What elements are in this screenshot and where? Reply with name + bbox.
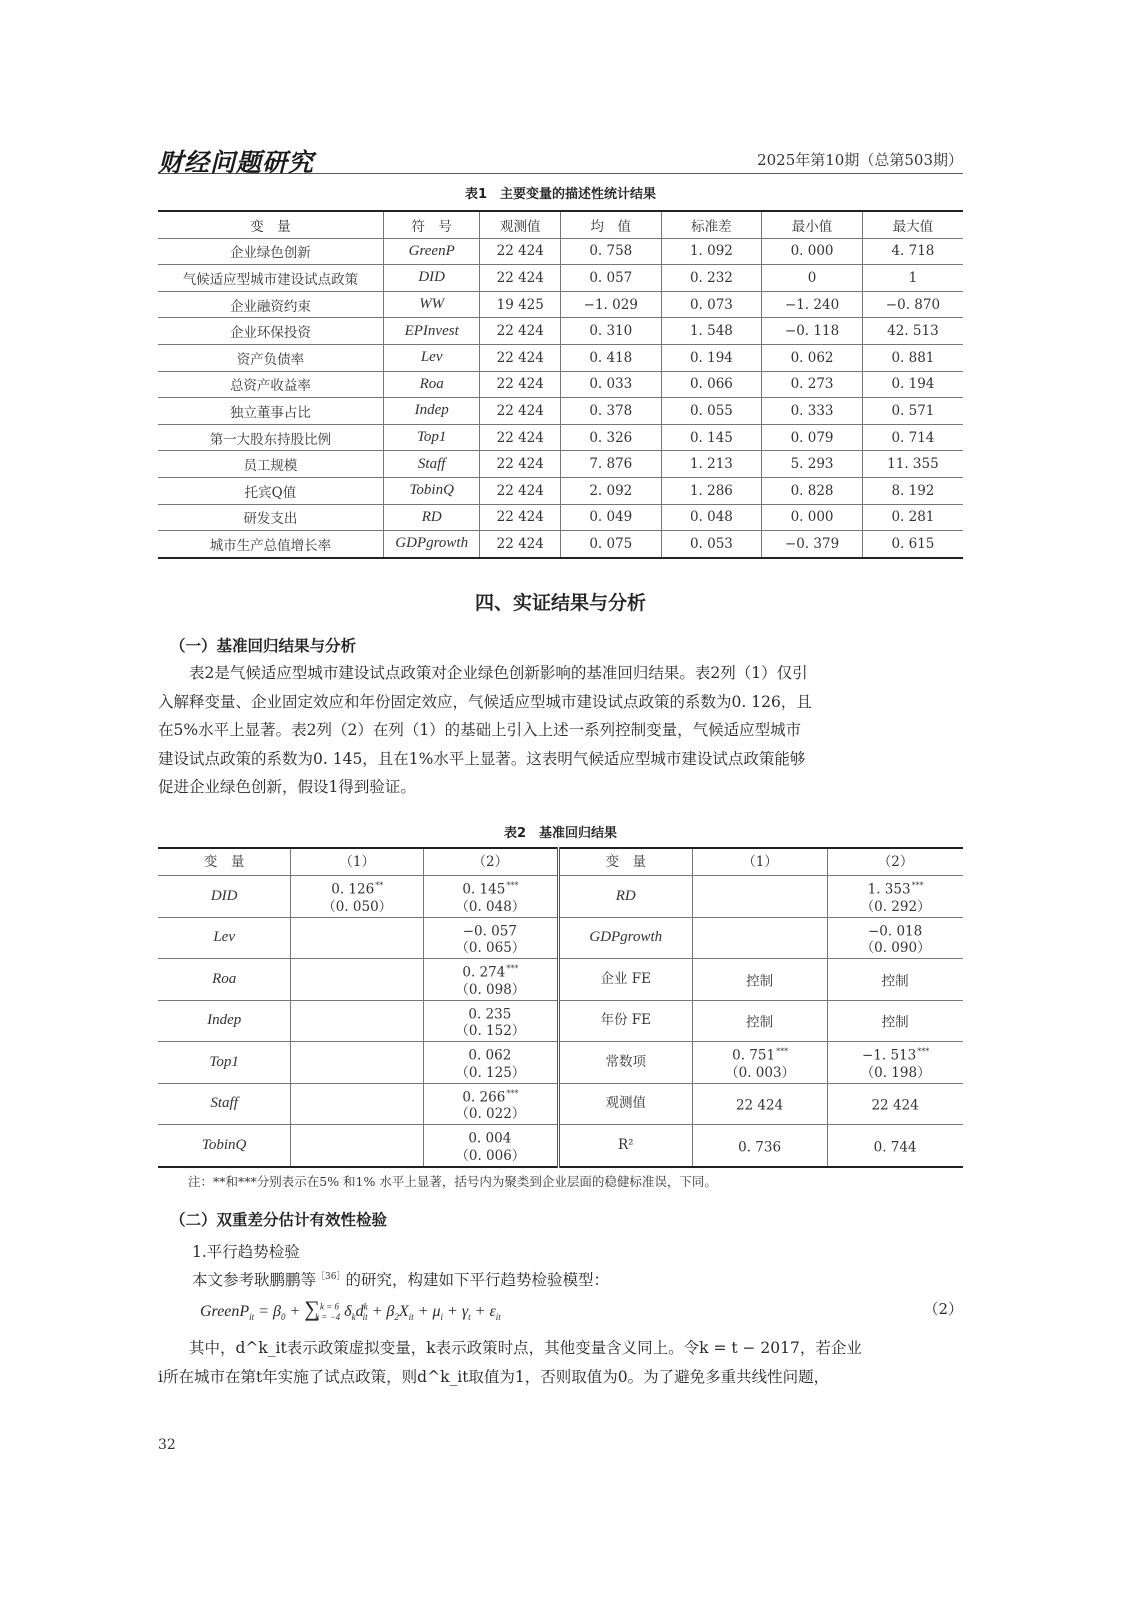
table1-header-cell: 变 量 [158, 211, 383, 238]
variable-name [558, 917, 692, 959]
variable-name [158, 1000, 291, 1042]
table1-row [158, 344, 963, 371]
coef-cell [291, 1000, 424, 1042]
coef-cell [291, 917, 424, 959]
variable-symbol: EPInvest [383, 318, 480, 345]
coef-cell [828, 1000, 963, 1042]
table1-header-cell: 最大值 [862, 211, 963, 238]
table1-row [158, 265, 963, 292]
coef-cell [692, 1000, 827, 1042]
coefficient: 0. 126 [331, 881, 375, 898]
stat-value: 0. 273 [762, 371, 863, 398]
stat-value: 22 424 [480, 318, 561, 345]
stat-value: −0. 870 [862, 291, 963, 318]
variable-name [558, 876, 692, 918]
coefficient: 22 424 [871, 1097, 919, 1114]
significance-stars: ** [375, 881, 384, 890]
stat-value: 0. 145 [661, 424, 762, 451]
coefficient: 0. 744 [873, 1139, 917, 1155]
stat-value: 0. 073 [661, 291, 762, 318]
stat-value: −1. 029 [560, 291, 661, 318]
standard-error: （0. 050） [322, 898, 393, 915]
variable-name: 研发支出 [158, 504, 383, 531]
table2-header-cell: （2） [828, 848, 963, 876]
variable-label: DID [210, 887, 238, 904]
stat-value: 1 [862, 265, 963, 292]
paragraph-model [192, 1268, 609, 1290]
variable-symbol: TobinQ [383, 477, 480, 504]
stat-value: 0. 310 [560, 318, 661, 345]
coefficient: −1. 513 [861, 1047, 917, 1064]
table2-row [158, 1083, 963, 1125]
variable-symbol: Top1 [383, 424, 480, 451]
coefficient: 22 424 [735, 1097, 784, 1114]
coefficient: 0. 062 [468, 1047, 512, 1064]
coef-cell [424, 1125, 558, 1167]
stat-value: 0. 194 [862, 371, 963, 398]
table2-header-cell: （2） [424, 848, 558, 876]
subsubsection-title: 1.平行趋势检验 [192, 1243, 300, 1261]
stat-value: 0. 066 [661, 371, 762, 398]
stat-value: 0. 079 [762, 424, 863, 451]
coef-cell [291, 1083, 424, 1125]
stat-value: 8. 192 [862, 477, 963, 504]
stat-value: 22 424 [480, 265, 561, 292]
standard-error: （0. 003） [725, 1064, 796, 1081]
stat-value: 0. 049 [560, 504, 661, 531]
significance-stars: *** [911, 881, 924, 890]
table1-row [158, 291, 963, 318]
variable-name [558, 959, 692, 1001]
variable-name: 资产负债率 [158, 344, 383, 371]
paragraph-text: 本文参考耿鹏鹏等 [192, 1271, 317, 1289]
table1-row [158, 238, 963, 265]
table1-row [158, 504, 963, 531]
stat-value: 22 424 [480, 344, 561, 371]
coefficient: 控制 [881, 973, 909, 989]
coef-cell [424, 917, 558, 959]
stat-value: 0. 281 [862, 504, 963, 531]
variable-name: 城市生产总值增长率 [158, 531, 383, 558]
stat-value: 22 424 [480, 451, 561, 478]
standard-error: （0. 125） [455, 1064, 526, 1081]
stat-value: 11. 355 [862, 451, 963, 478]
coefficient: 1. 353 [867, 881, 911, 898]
coef-cell [424, 959, 558, 1001]
coef-cell [828, 1042, 963, 1084]
stat-value: 1. 286 [661, 477, 762, 504]
variable-symbol: WW [383, 291, 480, 318]
variable-name [558, 1042, 692, 1084]
coefficient: −0. 057 [462, 923, 517, 939]
variable-name: 企业绿色创新 [158, 238, 383, 265]
citation-link[interactable]: ［36］ [316, 1271, 346, 1282]
stat-value: 19 425 [480, 291, 561, 318]
table1-row [158, 371, 963, 398]
variable-symbol: GreenP [383, 238, 480, 265]
coef-cell [291, 959, 424, 1001]
table1-row [158, 318, 963, 345]
coef-cell [692, 1125, 827, 1167]
stat-value: 0. 062 [762, 344, 863, 371]
coefficient: 0. 736 [738, 1139, 782, 1155]
paragraph-line: 建设试点政策的系数为0. 145，且在1%水平上显著。这表明气候适应型城市建设试点政策能够 [158, 749, 806, 768]
coef-cell [828, 917, 963, 959]
stat-value: 0. 615 [862, 531, 963, 558]
variable-label: RD [615, 887, 636, 904]
paragraph-baseline [158, 659, 963, 802]
stat-value: 0. 333 [762, 398, 863, 425]
paragraph-line: 在5%水平上显著。表2列（2）在列（1）的基础上引入上述一系列控制变量，气候适应型城市 [158, 721, 802, 740]
variable-label: Staff [210, 1095, 238, 1112]
variable-symbol: Indep [383, 398, 480, 425]
standard-error: （0. 006） [455, 1147, 526, 1164]
stat-value: 0. 057 [560, 265, 661, 292]
coefficient: 0. 274 [462, 964, 506, 981]
table2-header-cell: （1） [291, 848, 424, 876]
table2-header-cell: 变 量 [158, 848, 291, 876]
running-header [158, 143, 963, 177]
stat-value: 0. 881 [862, 344, 963, 371]
significance-stars: *** [506, 964, 519, 973]
stat-value: −1. 240 [762, 291, 863, 318]
coef-cell [291, 1042, 424, 1084]
significance-stars: *** [506, 1088, 519, 1098]
variable-label: R² [617, 1136, 634, 1153]
variable-label: Lev [213, 929, 235, 946]
coef-cell [692, 959, 827, 1001]
stat-value: 0. 053 [661, 531, 762, 558]
subsection-title-2: （二）双重差分估计有效性检验 [170, 1211, 388, 1229]
stat-value: 0 [762, 265, 863, 292]
table2-header-cell: 变 量 [558, 848, 692, 876]
paragraph-line: 促进企业绿色创新，假设1得到验证。 [158, 778, 416, 797]
coef-cell [692, 1042, 827, 1084]
page-number: 32 [158, 1437, 176, 1453]
table2-row [158, 876, 963, 918]
variable-label: 年份 FE [600, 1012, 652, 1029]
table2-regression [158, 847, 963, 1168]
variable-symbol: GDPgrowth [383, 531, 480, 558]
variable-name [158, 917, 291, 959]
table1-header-cell: 标准差 [661, 211, 762, 238]
variable-label: Roa [212, 970, 237, 987]
coef-cell [692, 1083, 827, 1125]
stat-value: 5. 293 [762, 451, 863, 478]
variable-name: 企业环保投资 [158, 318, 383, 345]
stat-value: 22 424 [480, 398, 561, 425]
table1-descriptive-stats [158, 210, 963, 559]
significance-stars: *** [506, 881, 519, 890]
table1-header-cell: 观测值 [480, 211, 561, 238]
variable-symbol: Lev [383, 344, 480, 371]
section-title: 四、实证结果与分析 [474, 592, 646, 614]
stat-value: 1. 548 [661, 318, 762, 345]
standard-error: （0. 152） [455, 1023, 526, 1039]
variable-symbol: RD [383, 504, 480, 531]
variable-name: 独立董事占比 [158, 398, 383, 425]
variable-name: 企业融资约束 [158, 291, 383, 318]
variable-label: 常数项 [605, 1053, 646, 1070]
table2-header-cell: （1） [692, 848, 827, 876]
stat-value: 22 424 [480, 477, 561, 504]
standard-error: （0. 048） [455, 898, 526, 915]
stat-value: 2. 092 [560, 477, 661, 504]
table2-row [158, 1125, 963, 1167]
coefficient: −0. 018 [867, 923, 923, 939]
stat-value: 7. 876 [560, 451, 661, 478]
variable-label: Indep [207, 1012, 242, 1029]
coefficient: 控制 [881, 1014, 909, 1031]
table1-row [158, 531, 963, 558]
coefficient: 0. 004 [468, 1130, 512, 1147]
coef-cell [828, 1083, 963, 1125]
standard-error: （0. 090） [860, 940, 931, 956]
variable-name [158, 959, 291, 1001]
coef-cell [692, 876, 827, 918]
coef-cell [424, 1000, 558, 1042]
standard-error: （0. 098） [455, 981, 526, 998]
stat-value: 0. 571 [862, 398, 963, 425]
table2-row [158, 1000, 963, 1042]
coef-cell [828, 959, 963, 1001]
coefficient: 控制 [746, 973, 774, 989]
table2-row [158, 1042, 963, 1084]
table2-caption: 表2 基准回归结果 [503, 826, 618, 841]
journal-logo: 财经问题研究 [158, 148, 315, 177]
paragraph-line: i所在城市在第t年实施了试点政策，则d^k_it取值为1，否则取值为0。为了避免多重共线性问题， [158, 1367, 830, 1386]
table1-row [158, 398, 963, 425]
stat-value: 4. 718 [862, 238, 963, 265]
table-note: 注：**和***分别表示在5% 和1% 水平上显著，括号内为聚类到企业层面的稳健标准误，下同。 [188, 1174, 717, 1189]
equation-number: （2） [923, 1300, 963, 1318]
stat-value: 0. 000 [762, 504, 863, 531]
variable-name [158, 1042, 291, 1084]
subsection-title-1: （一）基准回归结果与分析 [170, 637, 357, 655]
coef-cell [828, 876, 963, 918]
significance-stars: *** [776, 1047, 789, 1056]
variable-name: 气候适应型城市建设试点政策 [158, 265, 383, 292]
variable-label: TobinQ [201, 1136, 247, 1153]
variable-label: 企业 FE [600, 970, 652, 987]
variable-name: 总资产收益率 [158, 371, 383, 398]
stat-value: 0. 075 [560, 531, 661, 558]
variable-name [558, 1000, 692, 1042]
paragraph-definition [158, 1334, 963, 1391]
variable-symbol: Roa [383, 371, 480, 398]
paragraph-line: 其中，d^k_it表示政策虚拟变量，k表示政策时点，其他变量含义同上。令k = t − 2017，若企业 [189, 1339, 862, 1357]
coef-cell [291, 876, 424, 918]
significance-stars: *** [917, 1047, 930, 1056]
stat-value: 0. 000 [762, 238, 863, 265]
equation-2: GreenP$_{it}$ = $\beta_0 + \sum^{k = 6}_{k = -4}$ $\delta_kd^k_{it} + \beta_2X_{it} + \mu_i + \gamma_t + \varepsilon_{it}$ [200, 1296, 501, 1323]
coef-cell [692, 917, 827, 959]
stat-value: 22 424 [480, 238, 561, 265]
stat-value: 0. 055 [661, 398, 762, 425]
stat-value: 0. 326 [560, 424, 661, 451]
coef-cell [291, 1125, 424, 1167]
variable-name: 第一大股东持股比例 [158, 424, 383, 451]
variable-name: 托宾Q值 [158, 477, 383, 504]
standard-error: （0. 198） [860, 1064, 931, 1081]
stat-value: −0. 379 [762, 531, 863, 558]
table1-header-cell: 均 值 [560, 211, 661, 238]
variable-label: GDPgrowth [589, 929, 663, 946]
coefficient: 0. 266 [462, 1089, 506, 1105]
stat-value: 0. 828 [762, 477, 863, 504]
stat-value: 0. 378 [560, 398, 661, 425]
stat-value: 22 424 [480, 531, 561, 558]
stat-value: 22 424 [480, 371, 561, 398]
coefficient: 0. 235 [468, 1006, 512, 1022]
table1-row [158, 477, 963, 504]
stat-value: 0. 033 [560, 371, 661, 398]
standard-error: （0. 292） [860, 898, 931, 915]
stat-value: 0. 232 [661, 265, 762, 292]
table1-caption: 表1 主要变量的描述性统计结果 [464, 187, 657, 202]
table2-row [158, 959, 963, 1001]
coef-cell [828, 1125, 963, 1167]
stat-value: 1. 092 [661, 238, 762, 265]
coefficient: 0. 751 [732, 1047, 776, 1064]
table1-header-cell: 最小值 [762, 211, 863, 238]
paragraph-line: 表2是气候适应型城市建设试点政策对企业绿色创新影响的基准回归结果。表2列（1）仅引 [189, 664, 808, 682]
variable-label: Top1 [209, 1053, 239, 1070]
variable-symbol: DID [383, 265, 480, 292]
variable-name [158, 1125, 291, 1167]
table1-row [158, 424, 963, 451]
issue-info: 2025年第10期（总第503期） [757, 151, 963, 169]
variable-name: 员工规模 [158, 451, 383, 478]
stat-value: 0. 194 [661, 344, 762, 371]
stat-value: 0. 048 [661, 504, 762, 531]
coefficient: 0. 145 [462, 881, 506, 898]
stat-value: 0. 418 [560, 344, 661, 371]
table2-row [158, 917, 963, 959]
coef-cell [424, 1083, 558, 1125]
standard-error: （0. 065） [455, 940, 526, 956]
variable-name [558, 1125, 692, 1167]
paragraph-text: 的研究，构建如下平行趋势检验模型： [345, 1271, 609, 1289]
stat-value: 22 424 [480, 424, 561, 451]
standard-error: （0. 022） [455, 1106, 526, 1122]
stat-value: 22 424 [480, 504, 561, 531]
variable-name [558, 1083, 692, 1125]
stat-value: 42. 513 [862, 318, 963, 345]
variable-label: 观测值 [605, 1095, 646, 1112]
stat-value: −0. 118 [762, 318, 863, 345]
variable-name [158, 876, 291, 918]
stat-value: 0. 758 [560, 238, 661, 265]
coef-cell [424, 1042, 558, 1084]
stat-value: 0. 714 [862, 424, 963, 451]
variable-name [158, 1083, 291, 1125]
coef-cell [424, 876, 558, 918]
variable-symbol: Staff [383, 451, 480, 478]
table1-header-cell: 符 号 [383, 211, 480, 238]
table1-row [158, 451, 963, 478]
coefficient: 控制 [746, 1014, 774, 1031]
stat-value: 1. 213 [661, 451, 762, 478]
paragraph-line: 入解释变量、企业固定效应和年份固定效应，气候适应型城市建设试点政策的系数为0. 126，且 [158, 692, 812, 711]
